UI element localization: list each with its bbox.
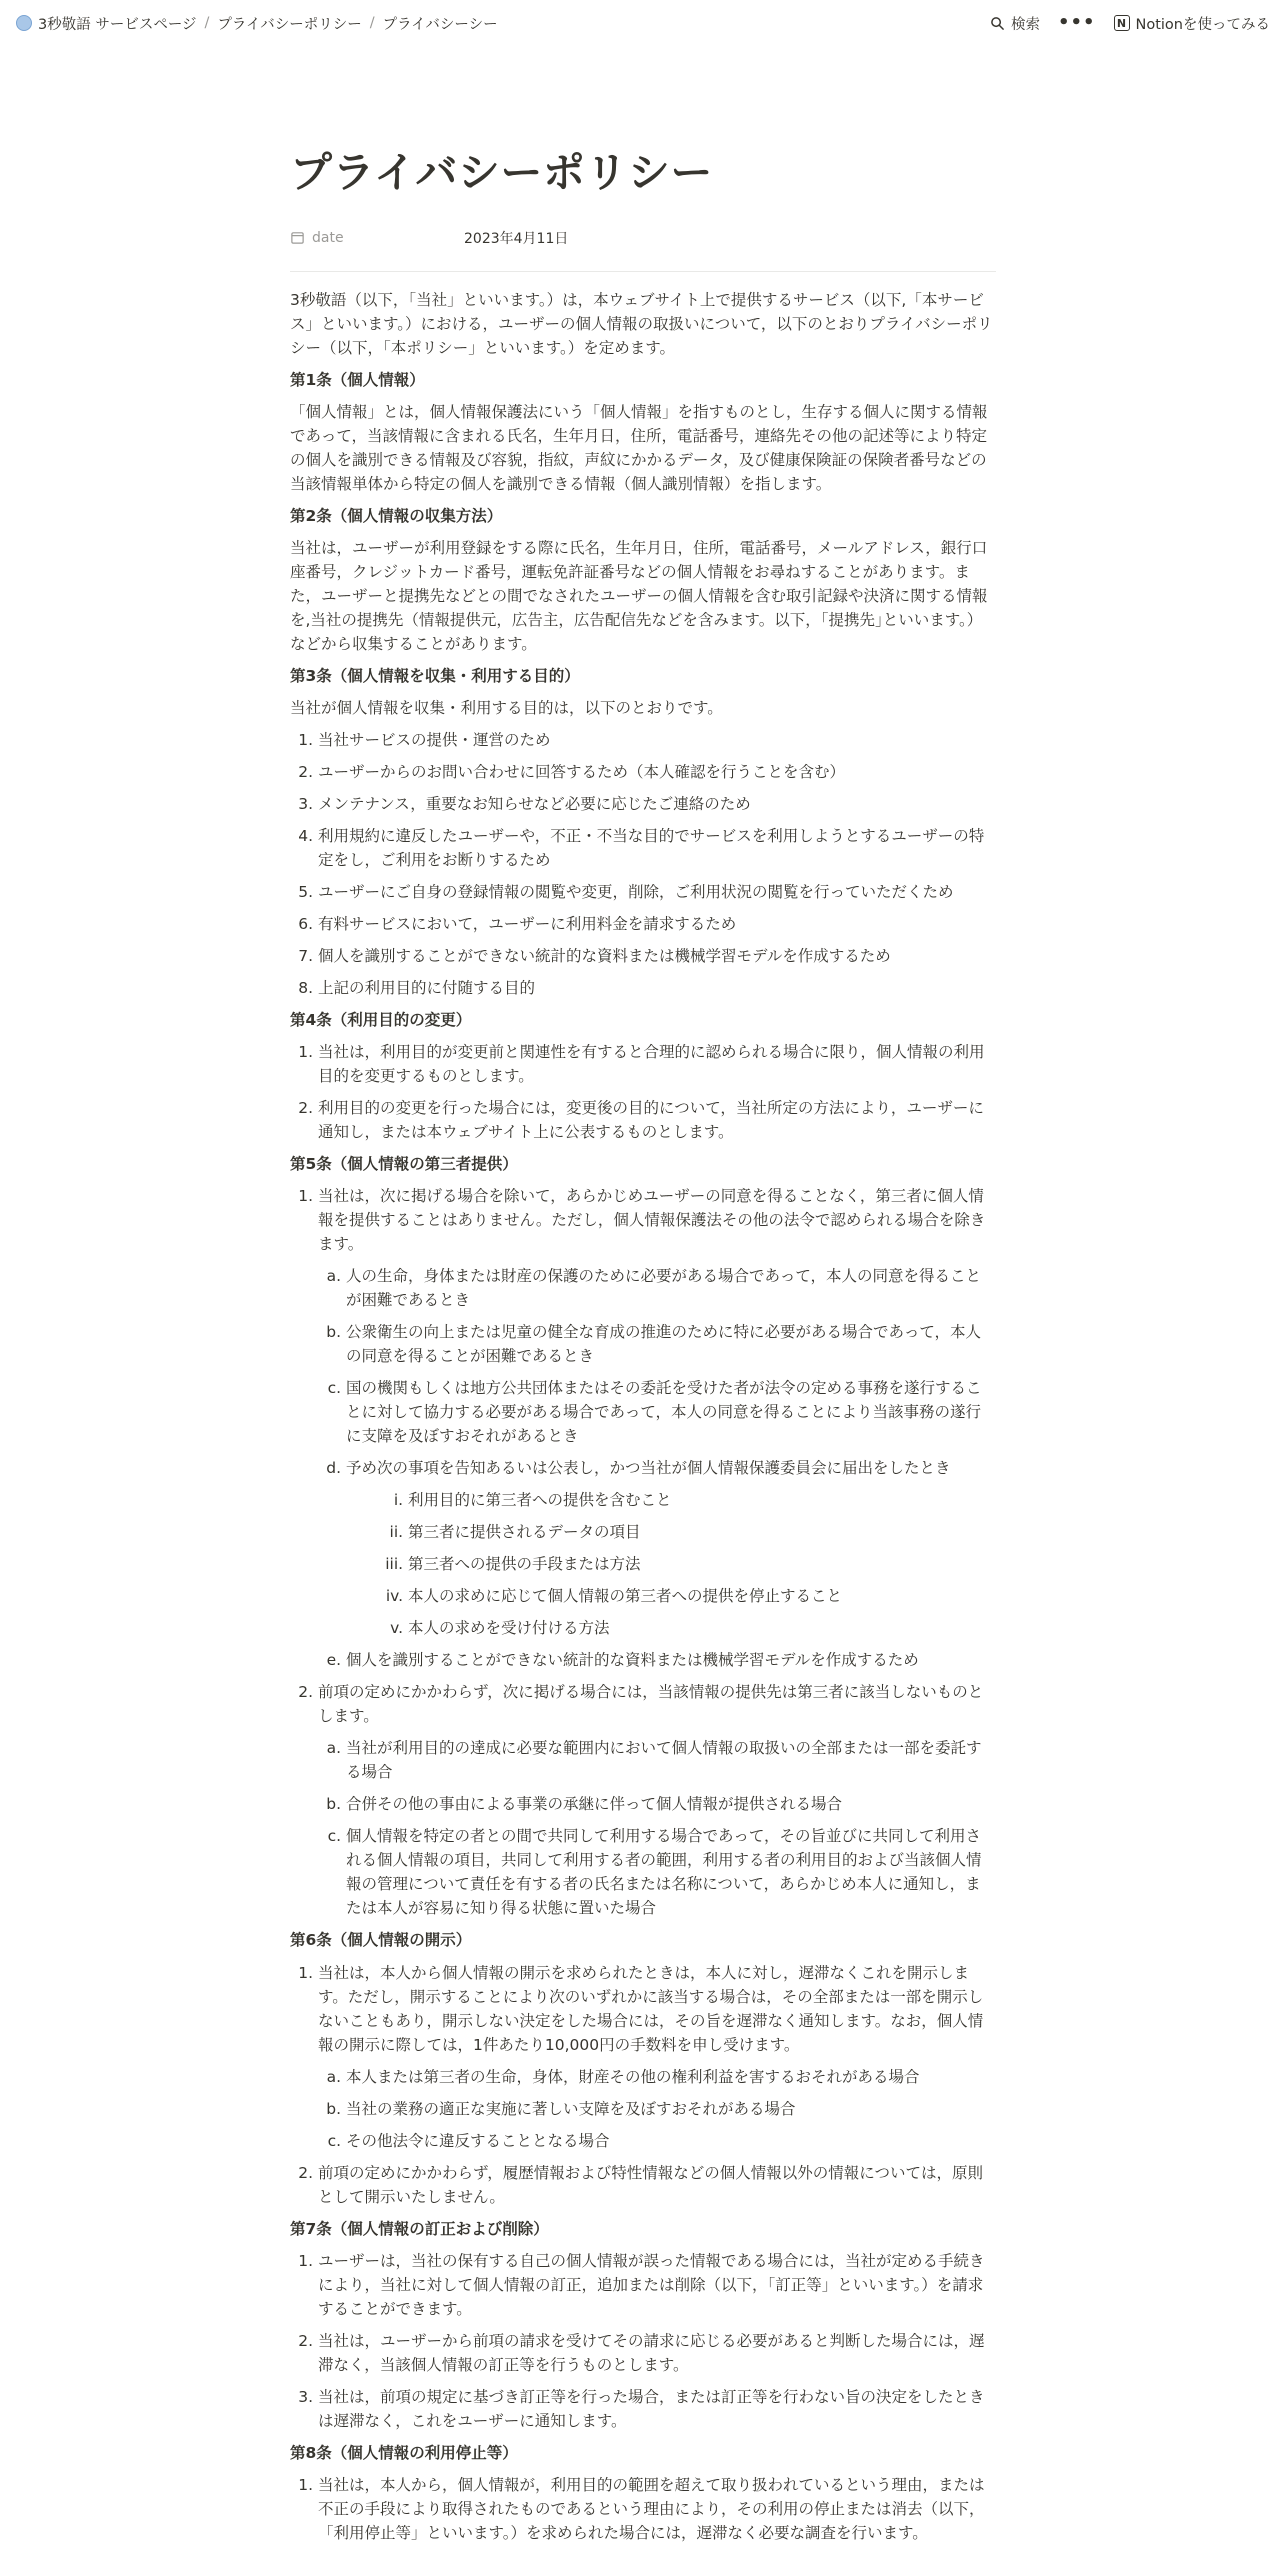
- list-item: c. 国の機関もしくは地方公共団体またはその委託を受けた者が法令の定める事務を遂行することに対して協力する必要がある場合であって，本人の同意を得ることにより当該事務の遂行に支障を及ぼすおそれがあるとき: [346, 1376, 996, 1448]
- list-item: 3. メンテナンス，重要なお知らせなど必要に応じたご連絡のため: [318, 792, 996, 816]
- article-5-sublist-roman: [346, 1488, 996, 1640]
- article-5-sublist-2: [318, 1736, 996, 1920]
- list-item: b. 公衆衛生の向上または児童の健全な育成の推進のために特に必要がある場合であって，本人の同意を得ることが困難であるとき: [346, 1320, 996, 1368]
- article-3-list: [290, 728, 996, 1000]
- article-8-list: [290, 2473, 996, 2545]
- topbar-actions: [990, 13, 1270, 34]
- article-4-list: [290, 1040, 996, 1144]
- calendar-icon: [290, 230, 305, 245]
- article-8-heading: 第8条（個人情報の利用停止等）: [290, 2443, 518, 2462]
- list-item: iv. 本人の求めに応じて個人情報の第三者への提供を停止すること: [408, 1584, 996, 1608]
- list-item: [318, 1184, 996, 1672]
- breadcrumb-item-privacy[interactable]: プライバシーポリシー: [217, 16, 362, 33]
- article-5-list: [290, 1184, 996, 1920]
- page-emoji-icon: [16, 15, 32, 31]
- article-1-heading: 第1条（個人情報）: [290, 370, 425, 389]
- try-notion-button[interactable]: [1114, 13, 1271, 34]
- article-5-sublist-1: [318, 1264, 996, 1672]
- page-body: [290, 146, 996, 2553]
- list-item: 2. 利用目的の変更を行った場合には，変更後の目的について，当社所定の方法により，ユーザーに通知し，または本ウェブサイト上に公表するものとします。: [318, 1096, 996, 1144]
- list-item: b. 合併その他の事由による事業の承継に伴って個人情報が提供される場合: [346, 1792, 996, 1816]
- list-item: iii. 第三者への提供の手段または方法: [408, 1552, 996, 1576]
- article-2-heading: 第2条（個人情報の収集方法）: [290, 506, 503, 525]
- list-item: 5. ユーザーにご自身の登録情報の閲覧や変更，削除，ご利用状況の閲覧を行っていただくため: [318, 880, 996, 904]
- notion-logo-icon: N: [1114, 15, 1130, 31]
- page-title: プライバシーポリシー: [290, 148, 713, 197]
- list-item: a. 当社が利用目的の達成に必要な範囲内において個人情報の取扱いの全部または一部を委託する場合: [346, 1736, 996, 1784]
- breadcrumb-separator: /: [369, 15, 375, 31]
- article-1-body: 「個人情報」とは，個人情報保護法にいう「個人情報」を指すものとし，生存する個人に関する情報であって，当該情報に含まれる氏名，生年月日，住所，電話番号，連絡先その他の記述等により特定の個人を識別できる情報及び容貌，指紋，声紋にかかるデータ，及び健康保険証の保険者番号などの当該情報単体から特定の個人を識別できる情報（個人識別情報）を指します。: [290, 402, 988, 493]
- article-4-heading: 第4条（利用目的の変更）: [290, 1010, 472, 1029]
- policy-content: [290, 288, 996, 2545]
- article-7-heading: 第7条（個人情報の訂正および削除）: [290, 2219, 549, 2238]
- property-name[interactable]: [290, 230, 464, 246]
- try-notion-label: Notionを使ってみる: [1135, 16, 1270, 33]
- article-3-body: 当社が個人情報を収集・利用する目的は，以下のとおりです。: [290, 698, 723, 717]
- property-value[interactable]: 2023年4月11日: [464, 230, 569, 247]
- list-item: 8. 上記の利用目的に付随する目的: [318, 976, 996, 1000]
- list-item: 4. 利用規約に違反したユーザーや，不正・不当な目的でサービスを利用しようとするユーザーの特定をし，ご利用をお断りするため: [318, 824, 996, 872]
- list-item: 2. ユーザーからのお問い合わせに回答するため（本人確認を行うことを含む）: [318, 760, 996, 784]
- page-property-date: [290, 223, 996, 253]
- breadcrumb-item-current[interactable]: プライバシーシー: [382, 16, 498, 33]
- list-item: 1. 当社は，利用目的が変更前と関連性を有すると合理的に認められる場合に限り，個人情報の利用目的を変更するものとします。: [318, 1040, 996, 1088]
- article-7-list: [290, 2249, 996, 2433]
- list-item: e. 個人を識別することができない統計的な資料または機械学習モデルを作成するため: [346, 1648, 996, 1672]
- article-2-body: 当社は，ユーザーが利用登録をする際に氏名，生年月日，住所，電話番号，メールアドレス，銀行口座番号，クレジットカード番号，運転免許証番号などの個人情報をお尋ねすることがあります。また，ユーザーと提携先などとの間でなされたユーザーの個人情報を含む取引記録や決済に関する情報を,当社の提携先（情報提供元，広告主，広告配信先などを含みます。以下，｢提携先｣といいます。）などから収集することがあります。: [290, 538, 988, 653]
- list-item: [346, 1456, 996, 1640]
- list-item: 3. 当社は，前項の規定に基づき訂正等を行った場合，または訂正等を行わない旨の決定をしたときは遅滞なく，これをユーザーに通知します。: [318, 2385, 996, 2433]
- list-item: [318, 1680, 996, 1920]
- article-6-list: [290, 1961, 996, 2209]
- list-item-text: 前項の定めにかかわらず，次に掲げる場合には，当該情報の提供先は第三者に該当しないものとします。: [318, 1683, 984, 1726]
- list-item: ii. 第三者に提供されるデータの項目: [408, 1520, 996, 1544]
- search-button[interactable]: [990, 13, 1040, 34]
- list-item: 7. 個人を識別することができない統計的な資料または機械学習モデルを作成するため: [318, 944, 996, 968]
- property-label: date: [312, 229, 344, 246]
- list-item: a. 人の生命，身体または財産の保護のために必要がある場合であって，本人の同意を得ることが困難であるとき: [346, 1264, 996, 1312]
- list-item: c. その他法令に違反することとなる場合: [346, 2129, 996, 2153]
- top-bar: [0, 0, 1284, 46]
- article-5-heading: 第5条（個人情報の第三者提供）: [290, 1155, 518, 1174]
- list-item: c. 個人情報を特定の者との間で共同して利用する場合であって，その旨並びに共同して利用される個人情報の項目，共同して利用する者の範囲，利用する者の利用目的および当該個人情報の管理について責任を有する者の氏名または名称について，あらかじめ本人に通知し，または本人が容易に知り得る状態に置いた場合: [346, 1824, 996, 1920]
- list-item: 1. ユーザーは，当社の保有する自己の個人情報が誤った情報である場合には，当社が定める手続きにより，当社に対して個人情報の訂正，追加または削除（以下，「訂正等」といいます。）を請求することができます。: [318, 2249, 996, 2321]
- list-item: i. 利用目的に第三者への提供を含むこと: [408, 1488, 996, 1512]
- list-item: 6. 有料サービスにおいて，ユーザーに利用料金を請求するため: [318, 912, 996, 936]
- more-options-icon[interactable]: •••: [1057, 12, 1096, 33]
- article-6-sublist: [318, 2065, 996, 2153]
- list-item: 1. 当社サービスの提供・運営のため: [318, 728, 996, 752]
- article-3-heading: 第3条（個人情報を収集・利用する目的）: [290, 666, 580, 685]
- breadcrumb-item-service[interactable]: 3秒敬語 サービスページ: [38, 16, 197, 33]
- article-6-heading: 第6条（個人情報の開示）: [290, 1931, 472, 1950]
- divider: [290, 271, 996, 272]
- list-item-text: 当社は，本人から個人情報の開示を求められたときは，本人に対し，遅滞なくこれを開示します。ただし，開示することにより次のいずれかに該当する場合は，その全部または一部を開示しないこともあり，開示しない決定をした場合には，その旨を遅滞なく通知します。なお，個人情報の開示に際しては，1件あたり10,000円の手数料を申し受けます。: [318, 1963, 984, 2054]
- list-item: 2. 前項の定めにかかわらず，履歴情報および特性情報などの個人情報以外の情報については，原則として開示いたしません。: [318, 2161, 996, 2209]
- intro-paragraph: 3秒敬語（以下，「当社」といいます。）は，本ウェブサイト上で提供するサービス（以下,「本サービス」といいます。）における，ユーザーの個人情報の取扱いについて，以下のとおりプライバシーポリシー（以下，「本ポリシー」といいます。）を定めます。: [290, 290, 993, 357]
- search-label: 検索: [1010, 16, 1040, 33]
- breadcrumb-separator: /: [204, 15, 210, 31]
- list-item: a. 本人または第三者の生命，身体，財産その他の権利利益を害するおそれがある場合: [346, 2065, 996, 2089]
- breadcrumb: [16, 13, 498, 34]
- list-item: 2. 当社は，ユーザーから前項の請求を受けてその請求に応じる必要があると判断した場合には，遅滞なく，当該個人情報の訂正等を行うものとします。: [318, 2329, 996, 2377]
- list-item-text: 当社は，次に掲げる場合を除いて，あらかじめユーザーの同意を得ることなく，第三者に個人情報を提供することはありません。ただし，個人情報保護法その他の法令で認められる場合を除きます。: [318, 1187, 986, 1254]
- list-item: [318, 1961, 996, 2153]
- search-icon: [990, 16, 1005, 31]
- list-item: v. 本人の求めを受け付ける方法: [408, 1616, 996, 1640]
- list-item-text: 予め次の事項を告知あるいは公表し，かつ当社が個人情報保護委員会に届出をしたとき: [346, 1459, 951, 1478]
- list-item: b. 当社の業務の適正な実施に著しい支障を及ぼすおそれがある場合: [346, 2097, 996, 2121]
- list-item: 1. 当社は，本人から，個人情報が，利用目的の範囲を超えて取り扱われているという理由，または不正の手段により取得されたものであるという理由により，その利用の停止または消去（以下，「利用停止等」といいます。）を求められた場合には，遅滞なく必要な調査を行います。: [318, 2473, 996, 2545]
